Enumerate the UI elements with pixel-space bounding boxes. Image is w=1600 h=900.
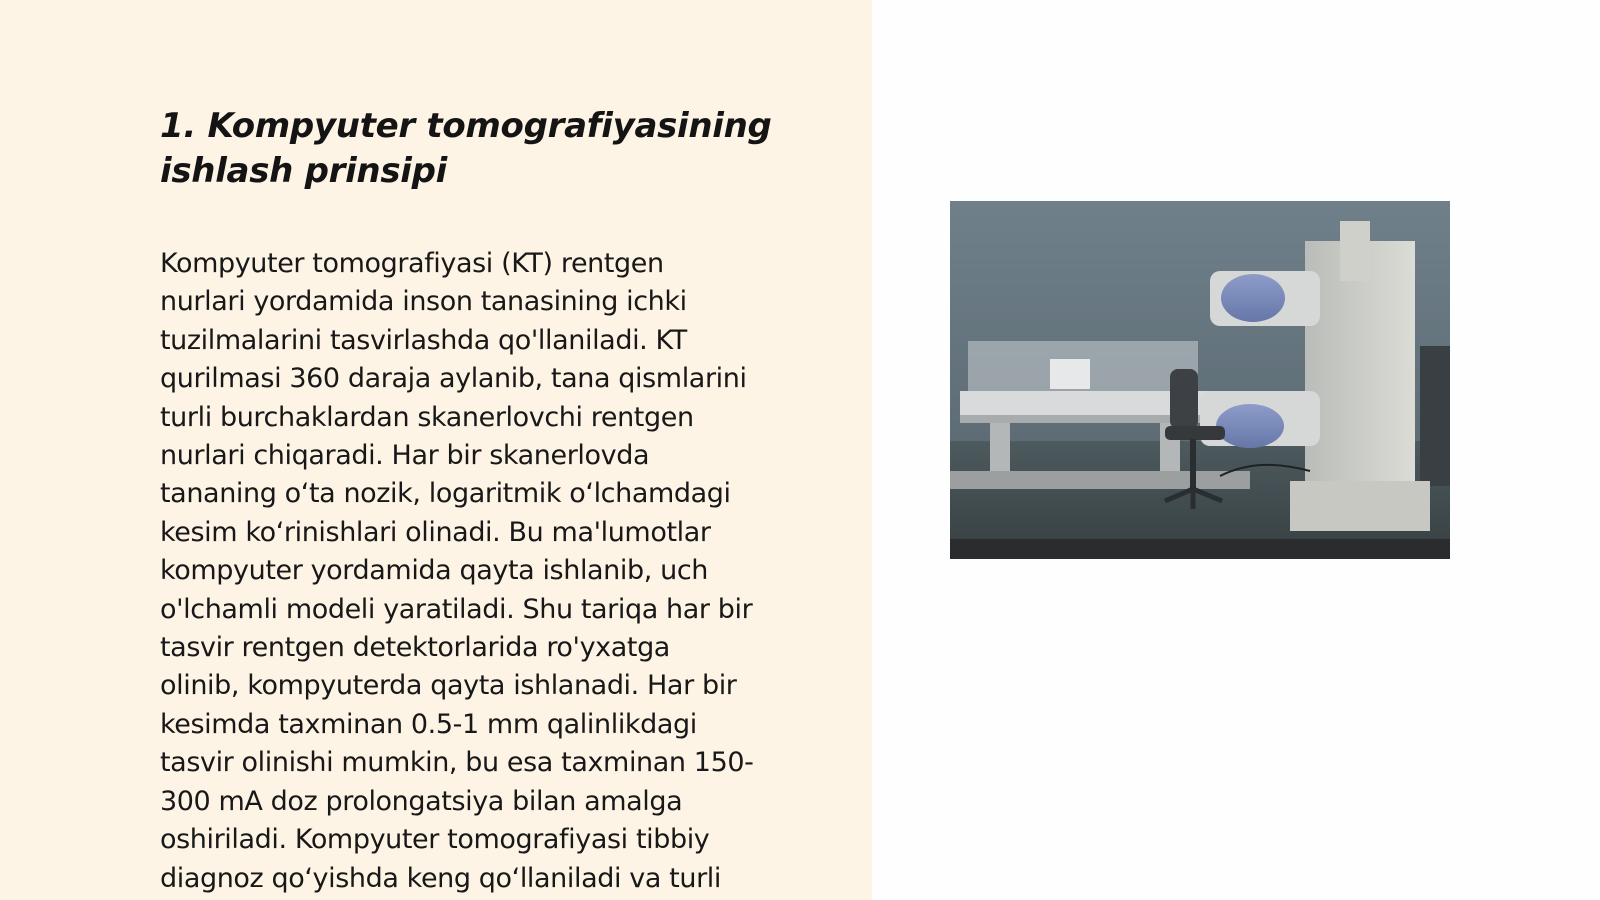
body-line: o'lchamli modeli yaratiladi. Shu tariqa har bir <box>160 593 753 625</box>
body-line: tananing o‘ta nozik, logaritmik o‘lchamdagi <box>160 478 731 510</box>
body-line: kesim ko‘rinishlari olinadi. Bu ma'lumotlar <box>160 516 711 548</box>
body-line: qurilmasi 360 daraja aylanib, tana qismlarini <box>160 363 747 395</box>
slide-title-line-1: 1. Kompyuter tomografiyasining <box>160 106 772 146</box>
slide-title <box>160 104 850 194</box>
body-line: turli burchaklardan skanerlovchi rentgen <box>160 401 694 433</box>
slide-body <box>160 245 850 898</box>
body-line: tasvir olinishi mumkin, bu esa taxminan 150- <box>160 747 754 779</box>
body-line: oshiriladi. Kompyuter tomografiyasi tibbiy <box>160 824 710 856</box>
body-line: Kompyuter tomografiyasi (KT) rentgen <box>160 248 664 279</box>
body-line: nurlari chiqaradi. Har bir skanerlovda <box>160 440 650 472</box>
body-line: nurlari yordamida inson tanasining ichki <box>160 286 687 318</box>
body-line: olinib, kompyuterda qayta ishlanadi. Har bir <box>160 670 737 702</box>
body-line: tasvir rentgen detektorlarida ro'yxatga <box>160 632 670 664</box>
body-line: kesimda taxminan 0.5-1 mm qalinlikdagi <box>160 708 697 740</box>
body-line: diagnoz qo‘yishda keng qo‘llaniladi va turli <box>160 862 721 894</box>
ct-scanner-photo <box>950 201 1450 559</box>
body-line: 300 mA doz prolongatsiya bilan amalga <box>160 785 683 817</box>
body-line: kompyuter yordamida qayta ishlanib, uch <box>160 555 708 587</box>
body-line: tuzilmalarini tasvirlashda qo'llaniladi. KT <box>160 324 687 356</box>
slide-title-line-2: ishlash prinsipi <box>160 151 448 191</box>
